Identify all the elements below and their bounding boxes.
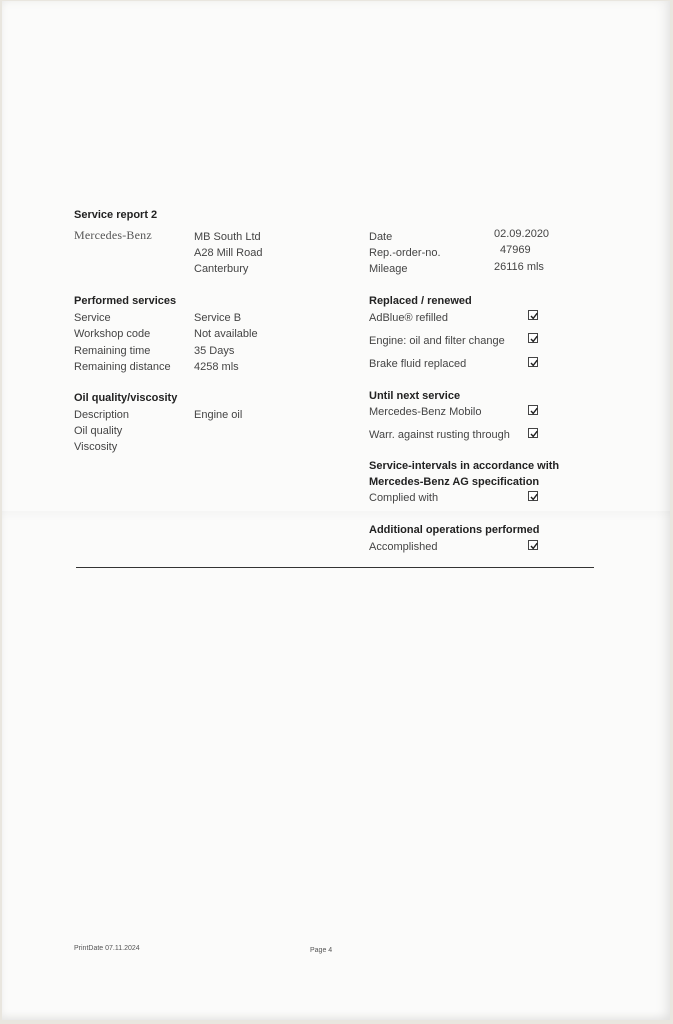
until-next-heading: Until next service [369,390,461,402]
oil-value: Engine oil [194,409,243,421]
additional-item-label: Accomplished [369,541,438,553]
oil-label: Viscosity [74,441,118,453]
performed-label: Service [74,312,111,324]
checked-checkbox [528,357,538,367]
performed-value: 4258 mls [194,361,239,373]
checked-checkbox [528,310,538,320]
dealer-street: A28 Mill Road [194,247,263,259]
page-number: Page 4 [310,947,333,954]
document-page [2,1,670,1020]
until-next-item-label: Warr. against rusting through [369,429,510,441]
replaced-heading: Replaced / renewed [369,295,472,307]
performed-label: Remaining distance [74,361,171,373]
meta-value: 02.09.2020 [494,228,550,240]
checked-checkbox [528,405,538,415]
oil-heading: Oil quality/viscosity [74,392,178,404]
performed-value: Not available [194,328,258,340]
additional-heading: Additional operations performed [369,524,540,536]
print-date: PrintDate 07.11.2024 [74,945,140,952]
checked-checkbox [528,428,538,438]
checked-checkbox [528,540,538,550]
brand-logo-text: Mercedes-Benz [74,228,152,242]
meta-label: Rep.-order-no. [369,247,441,259]
dealer-town: Canterbury [194,263,249,275]
performed-value: Service B [194,312,242,324]
performed-label: Workshop code [74,328,151,340]
checked-checkbox [528,333,538,343]
intervals-item-label: Complied with [369,492,439,504]
performed-heading: Performed services [74,295,177,307]
replaced-item-label: Engine: oil and filter change [369,335,505,347]
dealer-name: MB South Ltd [194,231,261,243]
paper-fold [2,511,670,521]
performed-label: Remaining time [74,345,151,357]
replaced-item-label: Brake fluid replaced [369,358,467,370]
meta-label: Mileage [369,263,408,275]
intervals-heading: Service-intervals in accordance with [369,460,560,472]
report-title: Service report 2 [74,209,158,221]
oil-label: Description [74,409,130,421]
performed-value: 35 Days [194,345,235,357]
oil-label: Oil quality [74,425,123,437]
until-next-item-label: Mercedes-Benz Mobilo [369,406,482,418]
meta-value: 26116 mls [494,261,544,273]
meta-value: 47969 [500,244,531,256]
replaced-item-label: AdBlue® refilled [369,312,449,324]
section-divider [76,567,594,568]
intervals-heading-line2: Mercedes-Benz AG specification [369,476,540,488]
checked-checkbox [528,491,538,501]
meta-label: Date [369,231,393,243]
